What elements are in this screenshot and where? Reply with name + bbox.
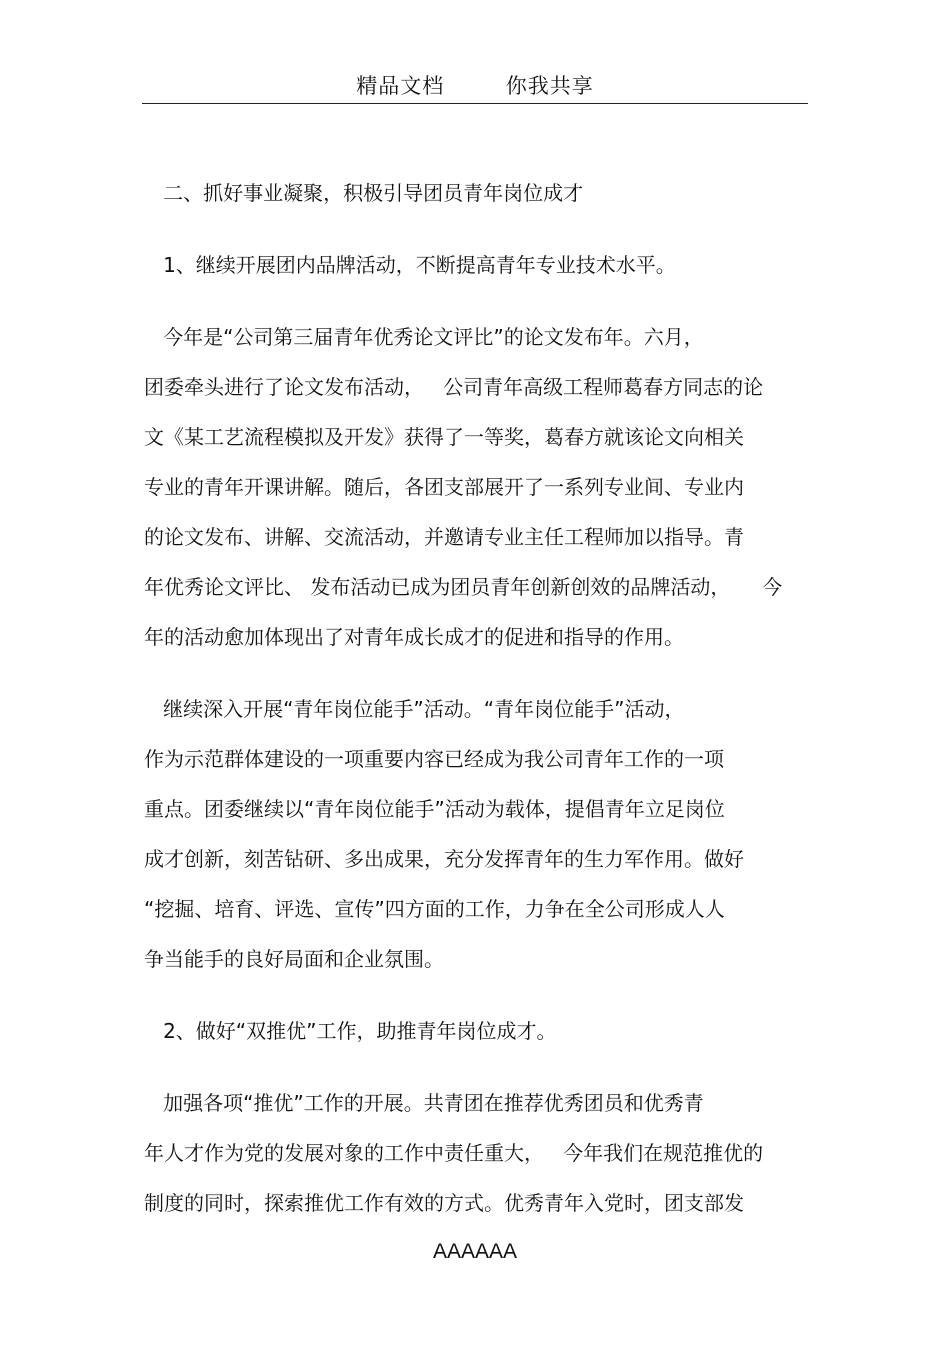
paragraph-line: 团委牵头进行了论文发布活动， 公司青年高级工程师葛春方同志的论 [144,375,764,399]
paragraph-line: 专业的青年开课讲解。随后，各团支部展开了一系列专业间、专业内 [144,475,744,499]
paragraph-line: 年优秀论文评比、 发布活动已成为团员青年创新创效的品牌活动， 今 [144,575,783,599]
paragraph-line: 成才创新，刻苦钻研、多出成果，充分发挥青年的生力军作用。做好 [144,847,744,871]
paragraph-line: 争当能手的良好局面和企业氛围。 [144,947,444,971]
page-footer: AAAAAA [432,1240,518,1263]
paragraph-line: 年人才作为党的发展对象的工作中责任重大， 今年我们在规范推优的 [144,1141,764,1165]
paragraph-line: 文《某工艺流程模拟及开发》获得了一等奖，葛春方就该论文向相关 [144,425,744,449]
paragraph-line: 年的活动愈加体现出了对青年成长成才的促进和指导的作用。 [144,625,684,649]
header-divider [142,103,808,104]
paragraph-line: 今年是“公司第三届青年优秀论文评比”的论文发布年。六月， [144,325,704,349]
page-header: 精品文档 你我共享 [356,74,594,98]
paragraph-line: 加强各项“推优”工作的开展。共青团在推荐优秀团员和优秀青 [144,1091,704,1115]
paragraph-line: 制度的同时，探索推优工作有效的方式。优秀青年入党时，团支部发 [144,1191,744,1215]
subsection-heading-1: 1、继续开展团内品牌活动，不断提高青年专业技术水平。 [144,253,676,277]
paragraph-line: 重点。团委继续以“青年岗位能手”活动为载体，提倡青年立足岗位 [144,797,725,821]
paragraph-line: 作为示范群体建设的一项重要内容已经成为我公司青年工作的一项 [144,747,724,771]
section-heading: 二、抓好事业凝聚，积极引导团员青年岗位成才 [144,181,584,205]
paragraph-line: 的论文发布、讲解、交流活动，并邀请专业主任工程师加以指导。青 [144,525,744,549]
paragraph-line: “挖掘、培育、评选、宣传”四方面的工作，力争在全公司形成人人 [144,897,725,921]
subsection-heading-2: 2、做好“双推优”工作，助推青年岗位成才。 [144,1019,557,1043]
paragraph-line: 继续深入开展“青年岗位能手”活动。“青年岗位能手”活动， [144,697,685,721]
